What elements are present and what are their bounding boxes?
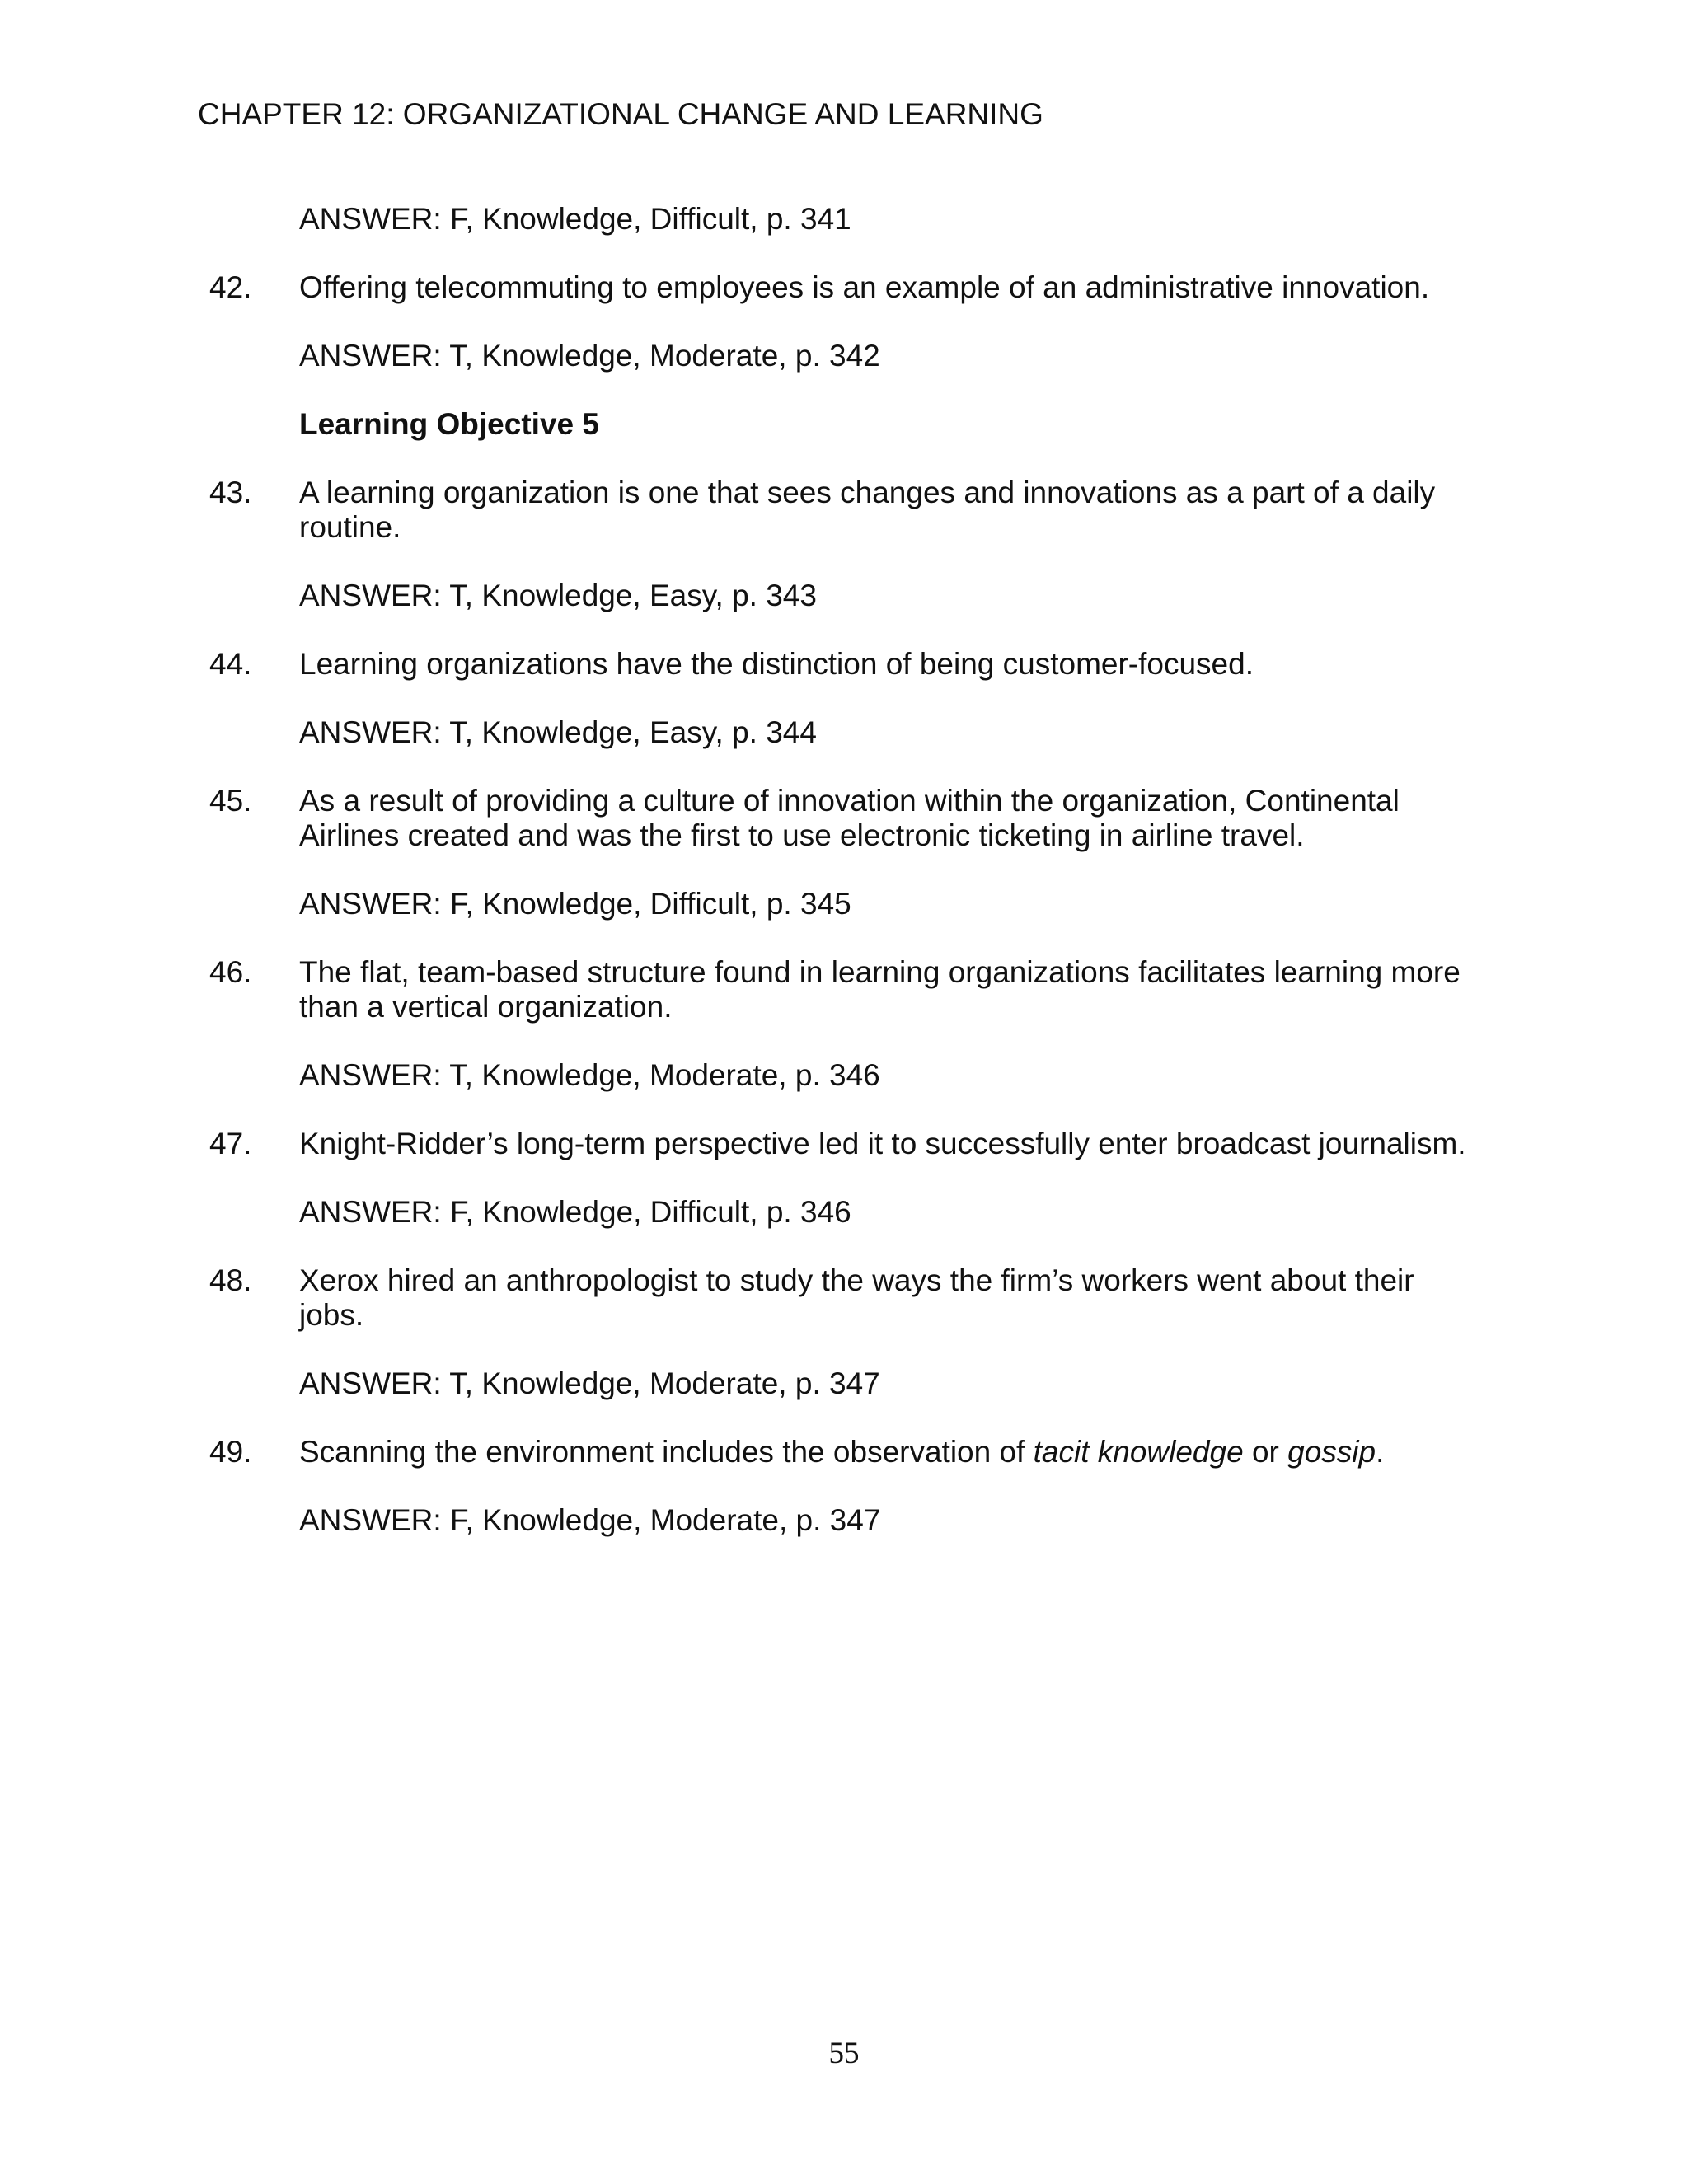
question-row (209, 270, 1528, 305)
question-number: 48. (209, 1263, 252, 1297)
question-text-segment: Scanning the environment includes the observation of (299, 1435, 1034, 1469)
emphasized-term: gossip (1287, 1435, 1376, 1469)
answer-line: ANSWER: F, Knowledge, Difficult, p. 341 (299, 202, 851, 236)
question-item (209, 476, 1528, 613)
learning-objective-heading: Learning Objective 5 (299, 407, 599, 441)
answer-line: ANSWER: T, Knowledge, Easy, p. 343 (299, 579, 817, 612)
question-number: 47. (209, 1127, 252, 1160)
question-item (209, 1263, 1528, 1401)
question-number: 49. (209, 1435, 252, 1469)
answer-line: ANSWER: F, Knowledge, Moderate, p. 347 (299, 1503, 881, 1537)
question-number: 44. (209, 647, 252, 681)
question-text: Learning organizations have the distinction of being customer-focused. (299, 647, 1254, 681)
emphasized-term: tacit knowledge (1033, 1435, 1244, 1469)
question-text: The flat, team-based structure found in learning organizations facilitates learning more than a vertical organization. (299, 955, 1461, 1024)
answer-line: ANSWER: F, Knowledge, Difficult, p. 346 (299, 1195, 851, 1229)
answer-line: ANSWER: T, Knowledge, Moderate, p. 347 (299, 1366, 880, 1400)
question-item (209, 1127, 1528, 1230)
question-number: 43. (209, 476, 252, 509)
question-number: 45. (209, 784, 252, 818)
answer-line: ANSWER: T, Knowledge, Moderate, p. 346 (299, 1058, 880, 1092)
question-text (299, 1435, 1486, 1469)
question-text: Offering telecommuting to employees is an example of an administrative innovation. (299, 270, 1430, 304)
question-row (209, 476, 1528, 545)
question-text: A learning organization is one that sees changes and innovations as a part of a daily routine. (299, 476, 1436, 544)
question-row (209, 647, 1528, 682)
question-row (209, 784, 1528, 853)
question-number: 46. (209, 955, 252, 989)
question-row (209, 955, 1528, 1024)
answer-line: ANSWER: T, Knowledge, Easy, p. 344 (299, 715, 817, 749)
answer-line: ANSWER: T, Knowledge, Moderate, p. 342 (299, 339, 880, 373)
chapter-header: CHAPTER 12: ORGANIZATIONAL CHANGE AND LEARNING (198, 97, 1043, 131)
question-text: Xerox hired an anthropologist to study the ways the firm’s workers went about their jobs. (299, 1263, 1414, 1332)
question-item (209, 270, 1528, 373)
question-row (209, 1435, 1528, 1469)
question-item (209, 955, 1528, 1093)
question-row (209, 1263, 1528, 1333)
question-text-segment: . (1376, 1435, 1385, 1469)
question-content (209, 202, 1528, 1572)
question-text-segment: or (1243, 1435, 1288, 1469)
question-item (209, 784, 1528, 921)
question-item (209, 1435, 1528, 1538)
answer-line: ANSWER: F, Knowledge, Difficult, p. 345 (299, 887, 851, 921)
question-text: Knight-Ridder’s long-term perspective led it to successfully enter broadcast journalism. (299, 1127, 1466, 1160)
question-item (209, 647, 1528, 750)
question-text: As a result of providing a culture of innovation within the organization, Continental Airlines created and was the first to use electronic ticketing in airline travel. (299, 784, 1400, 852)
question-row (209, 1127, 1528, 1161)
page-number: 55 (828, 2036, 860, 2070)
question-number: 42. (209, 270, 252, 304)
